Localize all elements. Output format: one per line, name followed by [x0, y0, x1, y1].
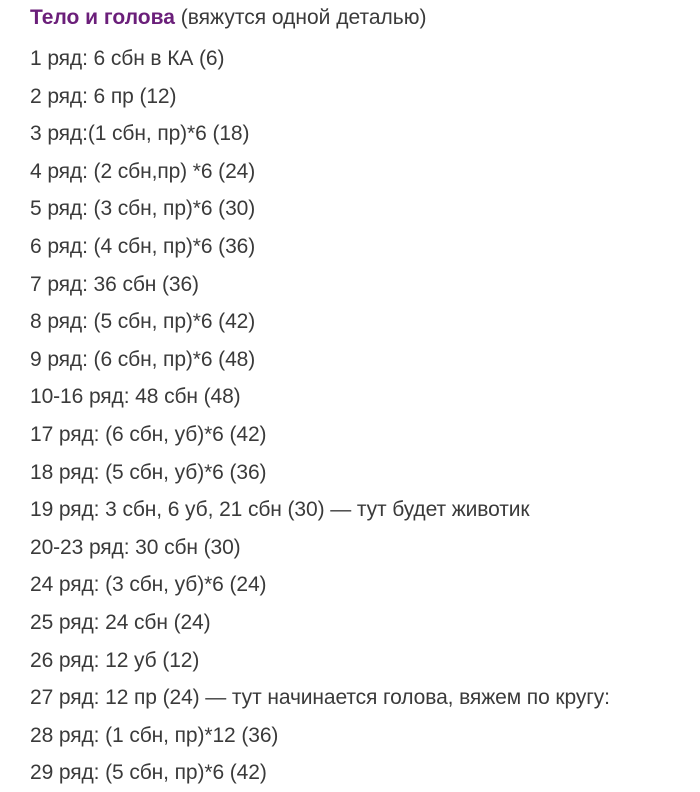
section-title: Тело и голова: [30, 6, 175, 29]
row-instruction: 29 ряд: (5 сбн, пр)*6 (42): [30, 761, 267, 785]
row-instruction: 19 ряд: 3 сбн, 6 уб, 21 сбн (30) — тут будет животик: [30, 498, 530, 522]
row-instruction: 3 ряд:(1 сбн, пр)*6 (18): [30, 122, 250, 146]
row-instruction: 4 ряд: (2 сбн,пр) *6 (24): [30, 159, 256, 183]
row-instruction: 1 ряд: 6 сбн в КА (6): [30, 47, 225, 70]
row-instruction: 20-23 ряд: 30 сбн (30): [30, 535, 241, 559]
row-instruction: 28 ряд: (1 сбн, пр)*12 (36): [30, 723, 279, 747]
row-instruction: 10-16 ряд: 48 сбн (48): [30, 385, 241, 409]
section-note: (вяжутся одной деталью): [174, 6, 427, 29]
row-instruction: 25 ряд: 24 сбн (24): [30, 610, 211, 634]
row-instructions-list: [30, 40, 700, 792]
row-instruction: 18 ряд: (5 сбн, уб)*6 (36): [30, 460, 267, 484]
row-instruction: 27 ряд: 12 пр (24) — тут начинается голова, вяжем по кругу:: [30, 686, 610, 710]
row-instruction: 6 ряд: (4 сбн, пр)*6 (36): [30, 234, 256, 258]
row-instruction: 17 ряд: (6 сбн, уб)*6 (42): [30, 422, 267, 446]
row-instruction: 7 ряд: 36 сбн (36): [30, 272, 199, 296]
row-instruction: 8 ряд: (5 сбн, пр)*6 (42): [30, 310, 256, 334]
section-heading: [30, 3, 700, 40]
row-instruction: 9 ряд: (6 сбн, пр)*6 (48): [30, 347, 256, 371]
row-instruction: 2 ряд: 6 пр (12): [30, 84, 177, 108]
row-instruction: 26 ряд: 12 уб (12): [30, 648, 200, 672]
row-instruction: 24 ряд: (3 сбн, уб)*6 (24): [30, 573, 267, 597]
row-instruction: 5 ряд: (3 сбн, пр)*6 (30): [30, 197, 256, 221]
